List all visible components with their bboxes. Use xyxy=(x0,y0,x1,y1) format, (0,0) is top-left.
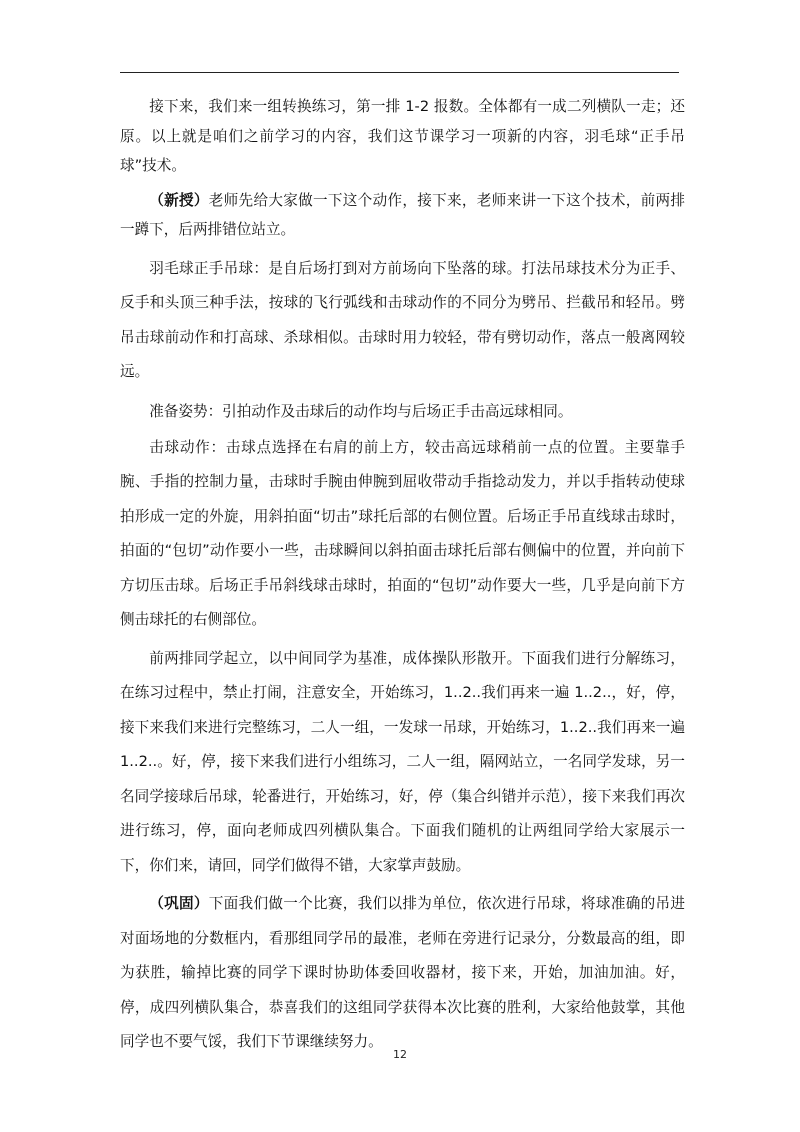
paragraph-consolidation xyxy=(120,887,685,1060)
page-number: 12 xyxy=(393,1048,407,1061)
paragraph-text: 羽毛球正手吊球：是自后场打到对方前场向下坠落的球。打法吊球技术分为正手、反手和头顶三种手法，按球的飞行弧线和击球动作的不同分为劈吊、拦截吊和轻吊。劈吊击球前动作和打高球、杀球相似。击球时用力较轻，带有劈切动作，落点一般离网较远。 xyxy=(120,259,685,381)
paragraph-text: 准备姿势：引拍动作及击球后的动作均与后场正手击高远球相同。 xyxy=(149,402,573,420)
section-label-consolidate: （巩固） xyxy=(149,895,209,913)
document-body xyxy=(120,92,685,1060)
paragraph-text: 老师先给大家做一下这个动作，接下来，老师来讲一下这个技术，前两排一蹲下，后两排错位站立。 xyxy=(120,191,685,239)
paragraph-hitting-action xyxy=(120,431,685,638)
paragraph-new-lesson xyxy=(120,186,685,245)
header-rule xyxy=(120,72,679,73)
paragraph-ready-stance xyxy=(120,397,685,427)
paragraph-review xyxy=(120,92,685,181)
paragraph-text: 前两排同学起立，以中间同学为基准，成体操队形散开。下面我们进行分解练习，在练习过程中，禁止打闹，注意安全，开始练习，1..2..我们再来一遍 1..2..，好，停，接下来我们来进行完整练习，二人一组，一发球一吊球，开始练习，1..2..我们再来一遍 1..2..。好，停，接下来我们进行小组练习，二人一组，隔网站立，一名同学发球，另一名同学接球后吊球，轮番进行，开始练习，好，停（集合纠错并示范），接下来我们再次进行练习，停，面向老师成四列横队集合。下面我们随机的让两组同学给大家展示一下，你们来，请回，同学们做得不错，大家掌声鼓励。 xyxy=(120,649,685,874)
paragraph-definition xyxy=(120,252,685,390)
section-label-new: （新授） xyxy=(149,191,209,209)
paragraph-text: 接下来，我们来一组转换练习，第一排 1-2 报数。全体都有一成二列横队一走；还原。以上就是咱们之前学习的内容，我们这节课学习一项新的内容，羽毛球“正手吊球”技术。 xyxy=(120,98,685,175)
paragraph-text: 下面我们做一个比赛，我们以排为单位，依次进行吊球，将球准确的吊进对面场地的分数框内，看那组同学吊的最准，老师在旁进行记录分，分数最高的组，即为获胜，输掉比赛的同学下课时协助体委回收器材，接下来，开始，加油加油。好，停，成四列横队集合，恭喜我们的这组同学获得本次比赛的胜利，大家给他鼓掌，其他同学也不要气馁，我们下节课继续努力。 xyxy=(120,895,685,1051)
paragraph-text: 击球动作：击球点选择在右肩的前上方，较击高远球稍前一点的位置。主要靠手腕、手指的控制力量，击球时手腕由伸腕到屈收带动手指捻动发力，并以手指转动使球拍形成一定的外旋，用斜拍面“切击”球托后部的右侧位置。后场正手吊直线球击球时，拍面的“包切”动作要小一些，击球瞬间以斜拍面击球托后部右侧偏中的位置，并向前下方切压击球。后场正手吊斜线球击球时，拍面的“包切”动作要大一些，几乎是向前下方侧击球托的右侧部位。 xyxy=(120,438,685,629)
paragraph-practice xyxy=(120,642,685,884)
